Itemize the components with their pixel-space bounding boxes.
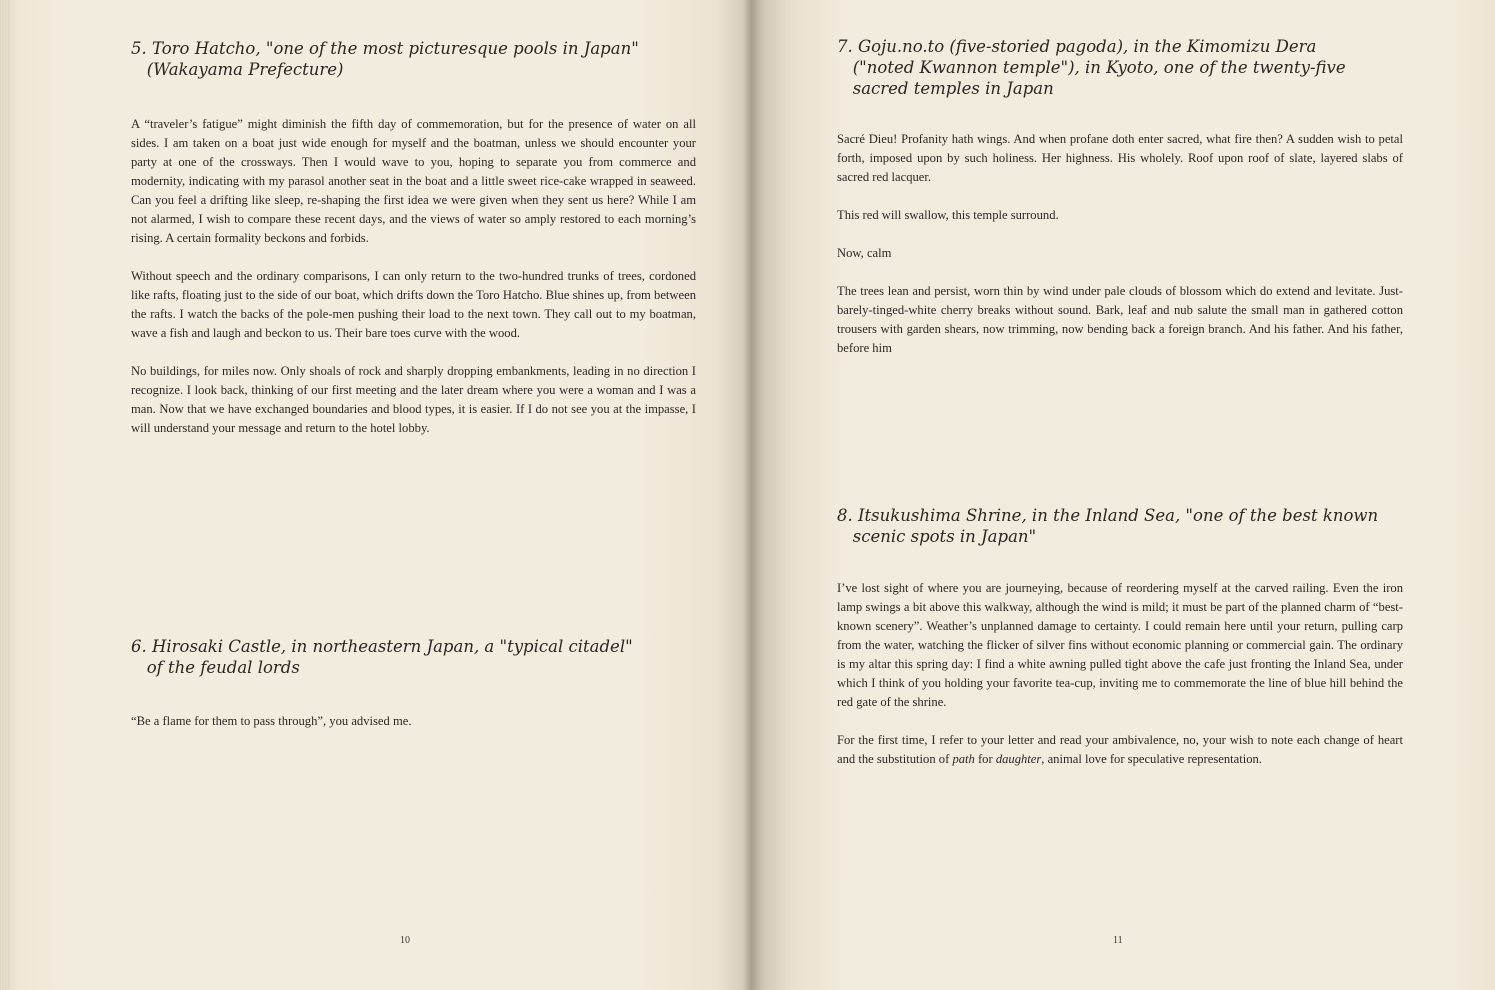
section-8-paragraph-2-mid: for (974, 752, 996, 766)
section-7-body (837, 130, 1403, 358)
section-7-paragraph-1: Sacré Dieu! Profanity hath wings. And when profane doth enter sacred, what fire then? A sudden wish to petal forth, imposed upon by such holiness. Her highness. His wholely. Roof upon roof of slate, layered slabs of sacred red lacquer. (837, 132, 1403, 184)
section-7-heading-line-3: sacred temples in Japan (837, 79, 1054, 98)
section-8-body (837, 579, 1403, 769)
italic-word-path: path (952, 752, 975, 766)
section-7-paragraph-3: Now, calm (837, 246, 892, 260)
section-7-heading-line-2: ("noted Kwannon temple"), in Kyoto, one of the twenty-five (837, 58, 1346, 77)
section-5-paragraph-1: A “traveler’s fatigue” might diminish the fifth day of commemoration, but for the presence of water on all sides. I am taken on a boat just wide enough for myself and the boatman, unless we should encounter your party at one of the crossways. Then I would wave to you, hoping to separate you from commerce and modernity, indicating with my parasol another seat in the boat and a little sweet rice-cake wrapped in seaweed. Can you feel a drifting like sleep, re-shaping the first idea we were given when they sent us here? While I am not alarmed, I wish to compare these recent days, and the views of water so amply restored to each morning’s rising. A certain formality beckons and forbids. (131, 117, 696, 245)
section-6-body (131, 712, 696, 731)
section-7-heading (837, 36, 1346, 99)
page-edges (0, 0, 10, 990)
section-5-heading-line-2: (Wakayama Prefecture) (131, 60, 344, 79)
section-8-paragraph-2-start: For the first time, I refer to your letter and read your ambivalence, no, your wish to note each change of heart and the substitution of (837, 733, 1403, 766)
italic-word-daughter: daughter (995, 752, 1042, 766)
section-8-heading-line-2: scenic spots in Japan" (837, 527, 1037, 546)
section-6-heading-line-2: of the feudal lords (131, 658, 300, 677)
section-6-paragraph-1: “Be a flame for them to pass through”, you advised me. (131, 714, 412, 728)
section-7-paragraph-2: This red will swallow, this temple surround. (837, 208, 1059, 222)
section-5-body (131, 115, 696, 438)
section-5-heading (131, 38, 639, 80)
section-5-heading-line-1: 5. Toro Hatcho, "one of the most picturesque pools in Japan" (131, 39, 639, 58)
section-6-heading-line-1: 6. Hirosaki Castle, in northeastern Japan, a "typical citadel" (131, 637, 633, 656)
right-page (752, 0, 1495, 990)
section-8-paragraph-2-end: , animal love for speculative representation. (1041, 752, 1262, 766)
section-5-paragraph-2: Without speech and the ordinary comparisons, I can only return to the two-hundred trunks of trees, cordoned like rafts, floating just to the side of our boat, which drifts down the Toro Hatcho. Blue shines up, from between the rafts. I watch the backs of the pole-men pushing their load to the next town. They call out to my boatman, wave a fish and laugh and beckon to us. Their bare toes curve with the wood. (131, 269, 696, 340)
section-6-heading (131, 636, 633, 678)
page-number-left: 10 (400, 935, 410, 946)
section-8-paragraph-2 (837, 731, 1403, 769)
section-7-heading-line-1: 7. Goju.no.to (five-storied pagoda), in the Kimomizu Dera (837, 37, 1317, 56)
section-7-paragraph-4: The trees lean and persist, worn thin by wind under pale clouds of blossom which do extend and levitate. Just-barely-tinged-white cherry breaks without sound. Bark, leaf and nub salute the small man in gathered cotton trousers with garden shears, now trimming, now bending back a foreign branch. And his father. And his father, before him (837, 284, 1403, 355)
section-8-heading-line-1: 8. Itsukushima Shrine, in the Inland Sea, "one of the best known (837, 506, 1379, 525)
page-number-right: 11 (1113, 935, 1123, 946)
section-8-paragraph-1: I’ve lost sight of where you are journeying, because of reordering myself at the carved railing. Even the iron lamp swings a bit above this walkway, although the wind is mild; it must be part of the planned charm of “best-known scenery”. Weather’s unplanned damage to certainty. I could remain here until your return, pulling carp from the water, watching the flicker of silver fins without economic planning or commercial gain. The ordinary is my altar this spring day: I find a white awning pulled tight above the cafe just fronting the Inland Sea, under which I think of you holding your favorite tea-cup, inviting me to commemorate the line of blue hill behind the red gate of the shrine. (837, 581, 1403, 709)
section-8-heading (837, 505, 1378, 547)
section-5-paragraph-3: No buildings, for miles now. Only shoals of rock and sharply dropping embankments, leading in no direction I recognize. I look back, thinking of our first meeting and the later dream where you were a woman and I was a man. Now that we have exchanged boundaries and blood types, it is easier. If I do not see you at the impasse, I will understand your message and return to the hotel lobby. (131, 364, 696, 435)
